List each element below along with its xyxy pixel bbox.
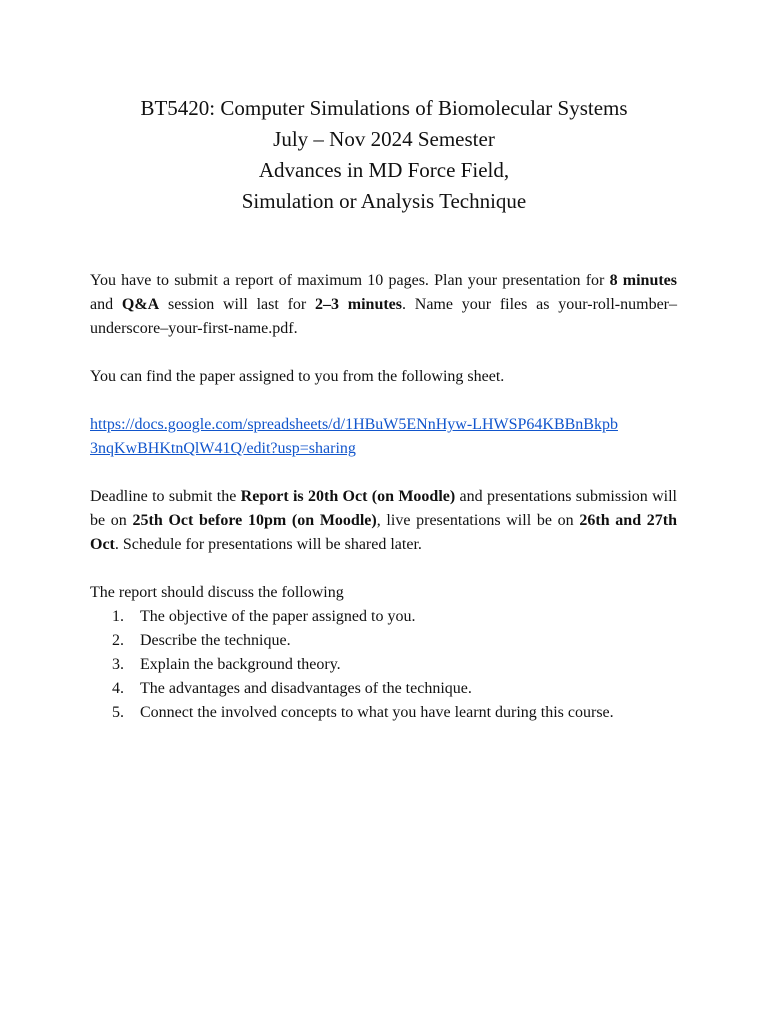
document-title [0,93,768,217]
spreadsheet-link[interactable] [90,413,677,461]
intro-text-1: You have to submit a report of maximum 10 pages. Plan your presentation for [90,272,610,289]
intro-bold-duration: 8 minutes [609,272,678,289]
list-text: The objective of the paper assigned to you. [140,608,416,625]
link-line-2: 3nqKwBHKtnQlW41Q/edit?usp=sharing [90,440,356,457]
intro-paragraph [90,269,677,341]
list-number: 4. [112,680,124,697]
deadline-text-1: Deadline to submit the [90,488,241,505]
deadline-bold-presentation: 25th Oct before 10pm (on Moodle) [132,512,377,529]
semester-line: July – Nov 2024 Semester [273,127,495,151]
list-text: Describe the technique. [140,632,291,649]
list-text: Connect the involved concepts to what you have learnt during this course. [140,704,614,721]
spacer [90,389,677,413]
spacer [90,461,677,485]
deadline-text-4: . Schedule for presentations will be shared later. [114,536,422,553]
topic-line-2: Simulation or Analysis Technique [241,189,527,213]
list-item [90,629,677,653]
intro-text-4: . Name your files as your-roll-number–underscore–your-first-name.pdf. [90,296,677,337]
report-list [90,605,677,725]
deadline-text-2: and presentations submission will be on [90,488,677,529]
list-item [90,653,677,677]
sheet-paragraph: You can find the paper assigned to you from the following sheet. [90,368,505,385]
list-number: 3. [112,656,124,673]
list-number: 5. [112,704,124,721]
deadline-bold-report: Report is 20th Oct (on Moodle) [240,488,456,505]
report-intro: The report should discuss the following [90,584,344,601]
document-body [90,269,677,725]
list-number: 2. [112,632,124,649]
course-title: BT5420: Computer Simulations of Biomolecular Systems [140,96,628,120]
deadline-bold-live: 26th and 27th Oct [90,512,678,553]
list-text: Explain the background theory. [140,656,341,673]
deadline-text-3: , live presentations will be on [376,512,580,529]
list-text: The advantages and disadvantages of the technique. [140,680,472,697]
list-item [90,677,677,701]
spacer [90,557,677,581]
intro-bold-qa-duration: 2–3 minutes [315,296,403,313]
deadline-paragraph [90,485,677,557]
list-item [90,701,677,725]
spacer [90,341,677,365]
list-number: 1. [112,608,124,625]
topic-line-1: Advances in MD Force Field, [258,158,510,182]
intro-bold-qa: Q&A [121,296,160,313]
intro-text-3: session will last for [159,296,316,313]
list-item [90,605,677,629]
intro-text-2: and [90,296,122,313]
link-line-1: https://docs.google.com/spreadsheets/d/1HBuW5ENnHyw-LHWSP64KBBnBkpb [90,416,618,433]
